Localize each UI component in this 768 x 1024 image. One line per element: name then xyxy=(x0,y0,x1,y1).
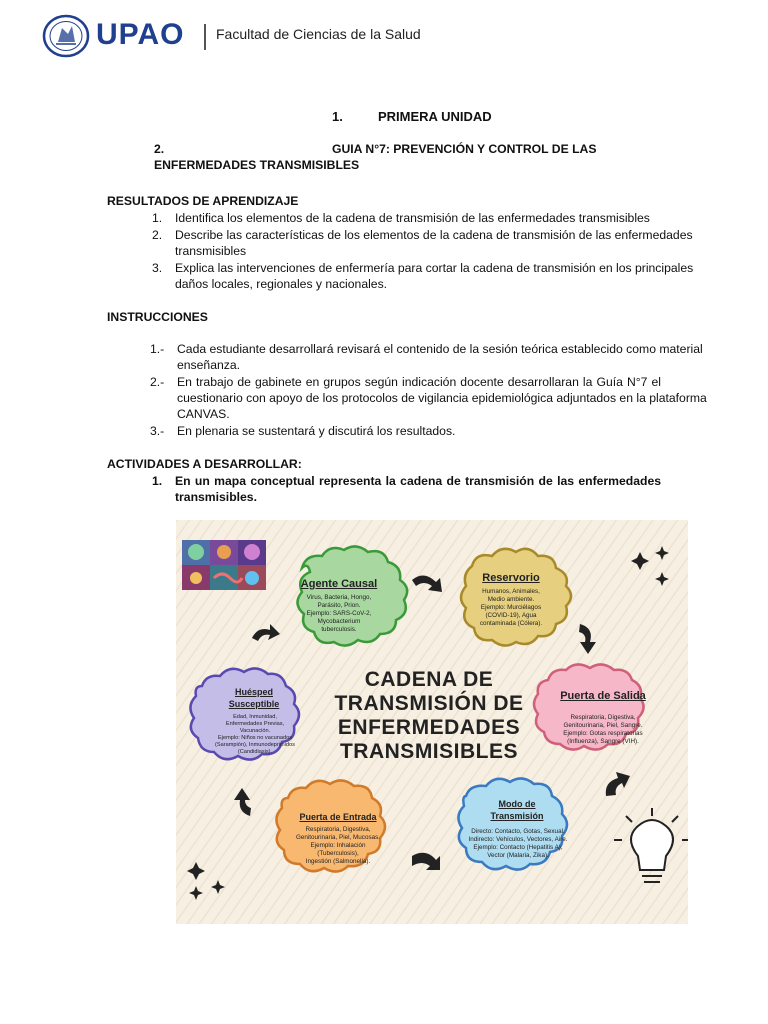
unit-title: PRIMERA UNIDAD xyxy=(378,109,492,124)
concept-map-image xyxy=(176,520,688,924)
guide-title-line2: ENFERMEDADES TRANSMISIBLES xyxy=(154,158,360,172)
microbe-collage xyxy=(182,540,266,590)
activity-text: En un mapa conceptual representa la cadena de transmisión de las enfermedades xyxy=(175,474,661,488)
result-number: 3. xyxy=(152,261,163,275)
instruction-text-cont: enseñanza. xyxy=(177,358,241,372)
activity-number: 1. xyxy=(152,474,163,488)
university-seal-logo xyxy=(42,14,90,58)
puerta-entrada-title: Puerta de Entrada xyxy=(299,812,377,822)
instruction-text: En trabajo de gabinete en grupos según indicación docente desarrollaran la Guía N°7 el xyxy=(177,375,661,389)
agente-causal-title: Agente Causal xyxy=(300,578,378,590)
instruction-number: 1.- xyxy=(150,342,165,356)
unit-number: 1. xyxy=(332,109,343,124)
agente-causal-text: Virus, Bacteria, Hongo, Parásito, Prion. Ejemplo: SARS-CoV-2, Mycobacterium tuberculosis. xyxy=(306,594,372,633)
result-text: Explica las intervenciones de enfermería para cortar la cadena de transmisión en los principales xyxy=(175,261,694,275)
modo-transmision-text: Directo: Contacto, Gotas, Sexual. Indirecto: Vehículos, Vectores, Aire. Ejemplo: Contacto (Hepatitis A), Vector (Malaria, Zika). xyxy=(468,828,568,859)
result-text-cont: daños locales, regionales y nacionales. xyxy=(175,277,388,291)
instruction-text: En plenaria se sustentará y discutirá los resultados. xyxy=(177,424,456,438)
result-text-cont: transmisibles xyxy=(175,244,247,258)
results-heading: RESULTADOS DE APRENDIZAJE xyxy=(107,194,299,208)
huesped-susceptible-text: Edad, Inmunidad, Enfermedades Previas, Vacunación. Ejemplo: Niños no vacunados (Sarampión), Inmunodeprimidos (Candidiasis). xyxy=(215,714,295,755)
faculty-name: Facultad de Ciencias de la Salud xyxy=(216,26,421,42)
puerta-entrada-text: Respiratoria, Digestiva, Genitourinaria, Piel, Mucosas. Ejemplo: Inhalación (Tuberculosis), Ingestión (Salmonella). xyxy=(296,826,380,865)
reservorio-title: Reservorio xyxy=(482,572,540,584)
modo-transmision-title: Modo de Transmisión xyxy=(490,799,544,821)
result-number: 2. xyxy=(152,228,163,242)
instruction-number: 3.- xyxy=(150,424,165,438)
result-number: 1. xyxy=(152,211,163,225)
guide-title-line1: GUIA N°7: PREVENCIÓN Y CONTROL DE LAS xyxy=(332,142,597,156)
activities-heading: ACTIVIDADES A DESARROLLAR: xyxy=(107,457,302,471)
reservorio-text: Humanos, Animales, Medio ambiente. Ejemplo: Murciélagos (COVID-19), Agua contaminada (Cólera). xyxy=(479,588,543,627)
instruction-text: Cada estudiante desarrollará revisará el contenido de la sesión teórica establecido como material xyxy=(177,342,703,356)
huesped-susceptible-title: Huésped Susceptible xyxy=(228,687,280,709)
result-text: Identifica los elementos de la cadena de transmisión de las enfermedades transmisibles xyxy=(175,211,650,225)
puerta-salida-title: Puerta de Salida xyxy=(560,690,646,702)
instruction-text-cont: cuestionario con apoyo de los protocolos de vigilancia epidemiológica adjuntados en la plataforma xyxy=(177,391,707,405)
header-divider xyxy=(204,24,206,50)
result-text: Describe las características de los elementos de la cadena de transmisión de las enfermedades xyxy=(175,228,693,242)
instruction-text-cont: CANVAS. xyxy=(177,407,230,421)
concept-map-title: CADENA DE TRANSMISIÓN DE ENFERMEDADES TRANSMISIBLES xyxy=(334,668,524,763)
puerta-salida-text: Respiratoria, Digestiva, Genitourinaria, Piel, Sangre. Ejemplo: Gotas respiratorias (Influenza), Sangre (VIH). xyxy=(563,714,643,745)
brand-name: UPAO xyxy=(96,18,185,51)
instructions-heading: INSTRUCCIONES xyxy=(107,310,208,324)
guide-number: 2. xyxy=(154,142,165,156)
instruction-number: 2.- xyxy=(150,375,165,389)
activity-text-cont: transmisibles. xyxy=(175,490,257,504)
